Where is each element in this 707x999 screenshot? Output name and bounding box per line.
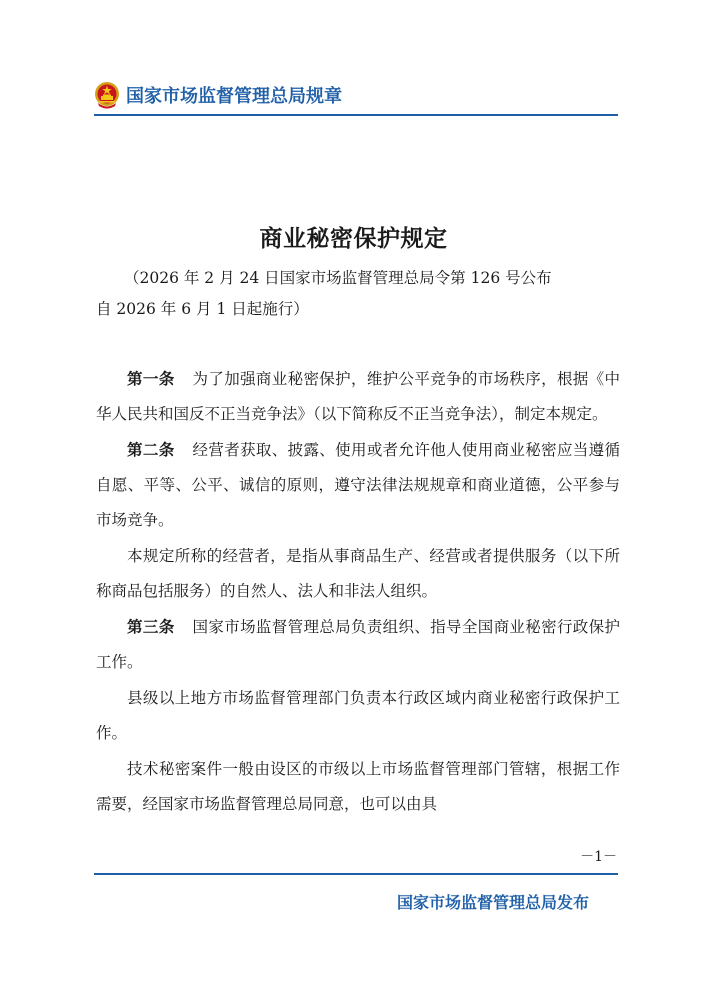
meta-line-1: （2026 年 2 月 24 日国家市场监督管理总局令第 126 号公布: [124, 269, 552, 287]
paragraph: [96, 433, 620, 538]
article-number: 第三条: [127, 618, 175, 636]
paragraph-text: 县级以上地方市场监督管理部门负责本行政区域内商业秘密行政保护工作。: [96, 689, 620, 742]
page-number: －1－: [580, 849, 617, 865]
document-body: [96, 362, 620, 822]
paragraph: [96, 610, 620, 680]
document-meta: [96, 263, 620, 325]
paragraph-text: 国家市场监督管理总局负责组织、指导全国商业秘密行政保护工作。: [96, 618, 620, 671]
paragraph-text: 经营者获取、披露、使用或者允许他人使用商业秘密应当遵循自愿、平等、公平、诚信的原则，遵守法律法规规章和商业道德，公平参与市场竞争。: [96, 441, 620, 529]
article-number: 第一条: [127, 370, 175, 388]
header-divider: [94, 114, 618, 116]
article-number: 第二条: [127, 441, 175, 459]
header-title: 国家市场监督管理总局规章: [126, 86, 342, 107]
document-title: 商业秘密保护规定: [259, 225, 448, 252]
paragraph: [96, 362, 620, 432]
paragraph: [96, 681, 620, 751]
paragraph: [96, 752, 620, 822]
paragraph-text: 技术秘密案件一般由设区的市级以上市场监督管理部门管辖，根据工作需要，经国家市场监督管理总局同意，也可以由具: [96, 760, 620, 813]
page-header: [94, 78, 342, 112]
paragraph-text: 本规定所称的经营者，是指从事商品生产、经营或者提供服务（以下所称商品包括服务）的自然人、法人和非法人组织。: [96, 547, 620, 600]
meta-line-2: 自 2026 年 6 月 1 日起施行）: [96, 300, 309, 318]
paragraph-text: 为了加强商业秘密保护，维护公平竞争的市场秩序，根据《中华人民共和国反不正当竞争法》（以下简称反不正当竞争法），制定本规定。: [96, 370, 620, 423]
paragraph: [96, 539, 620, 609]
footer-divider: [94, 873, 618, 875]
footer-publisher: 国家市场监督管理总局发布: [396, 893, 589, 912]
national-emblem-icon: [94, 81, 120, 109]
